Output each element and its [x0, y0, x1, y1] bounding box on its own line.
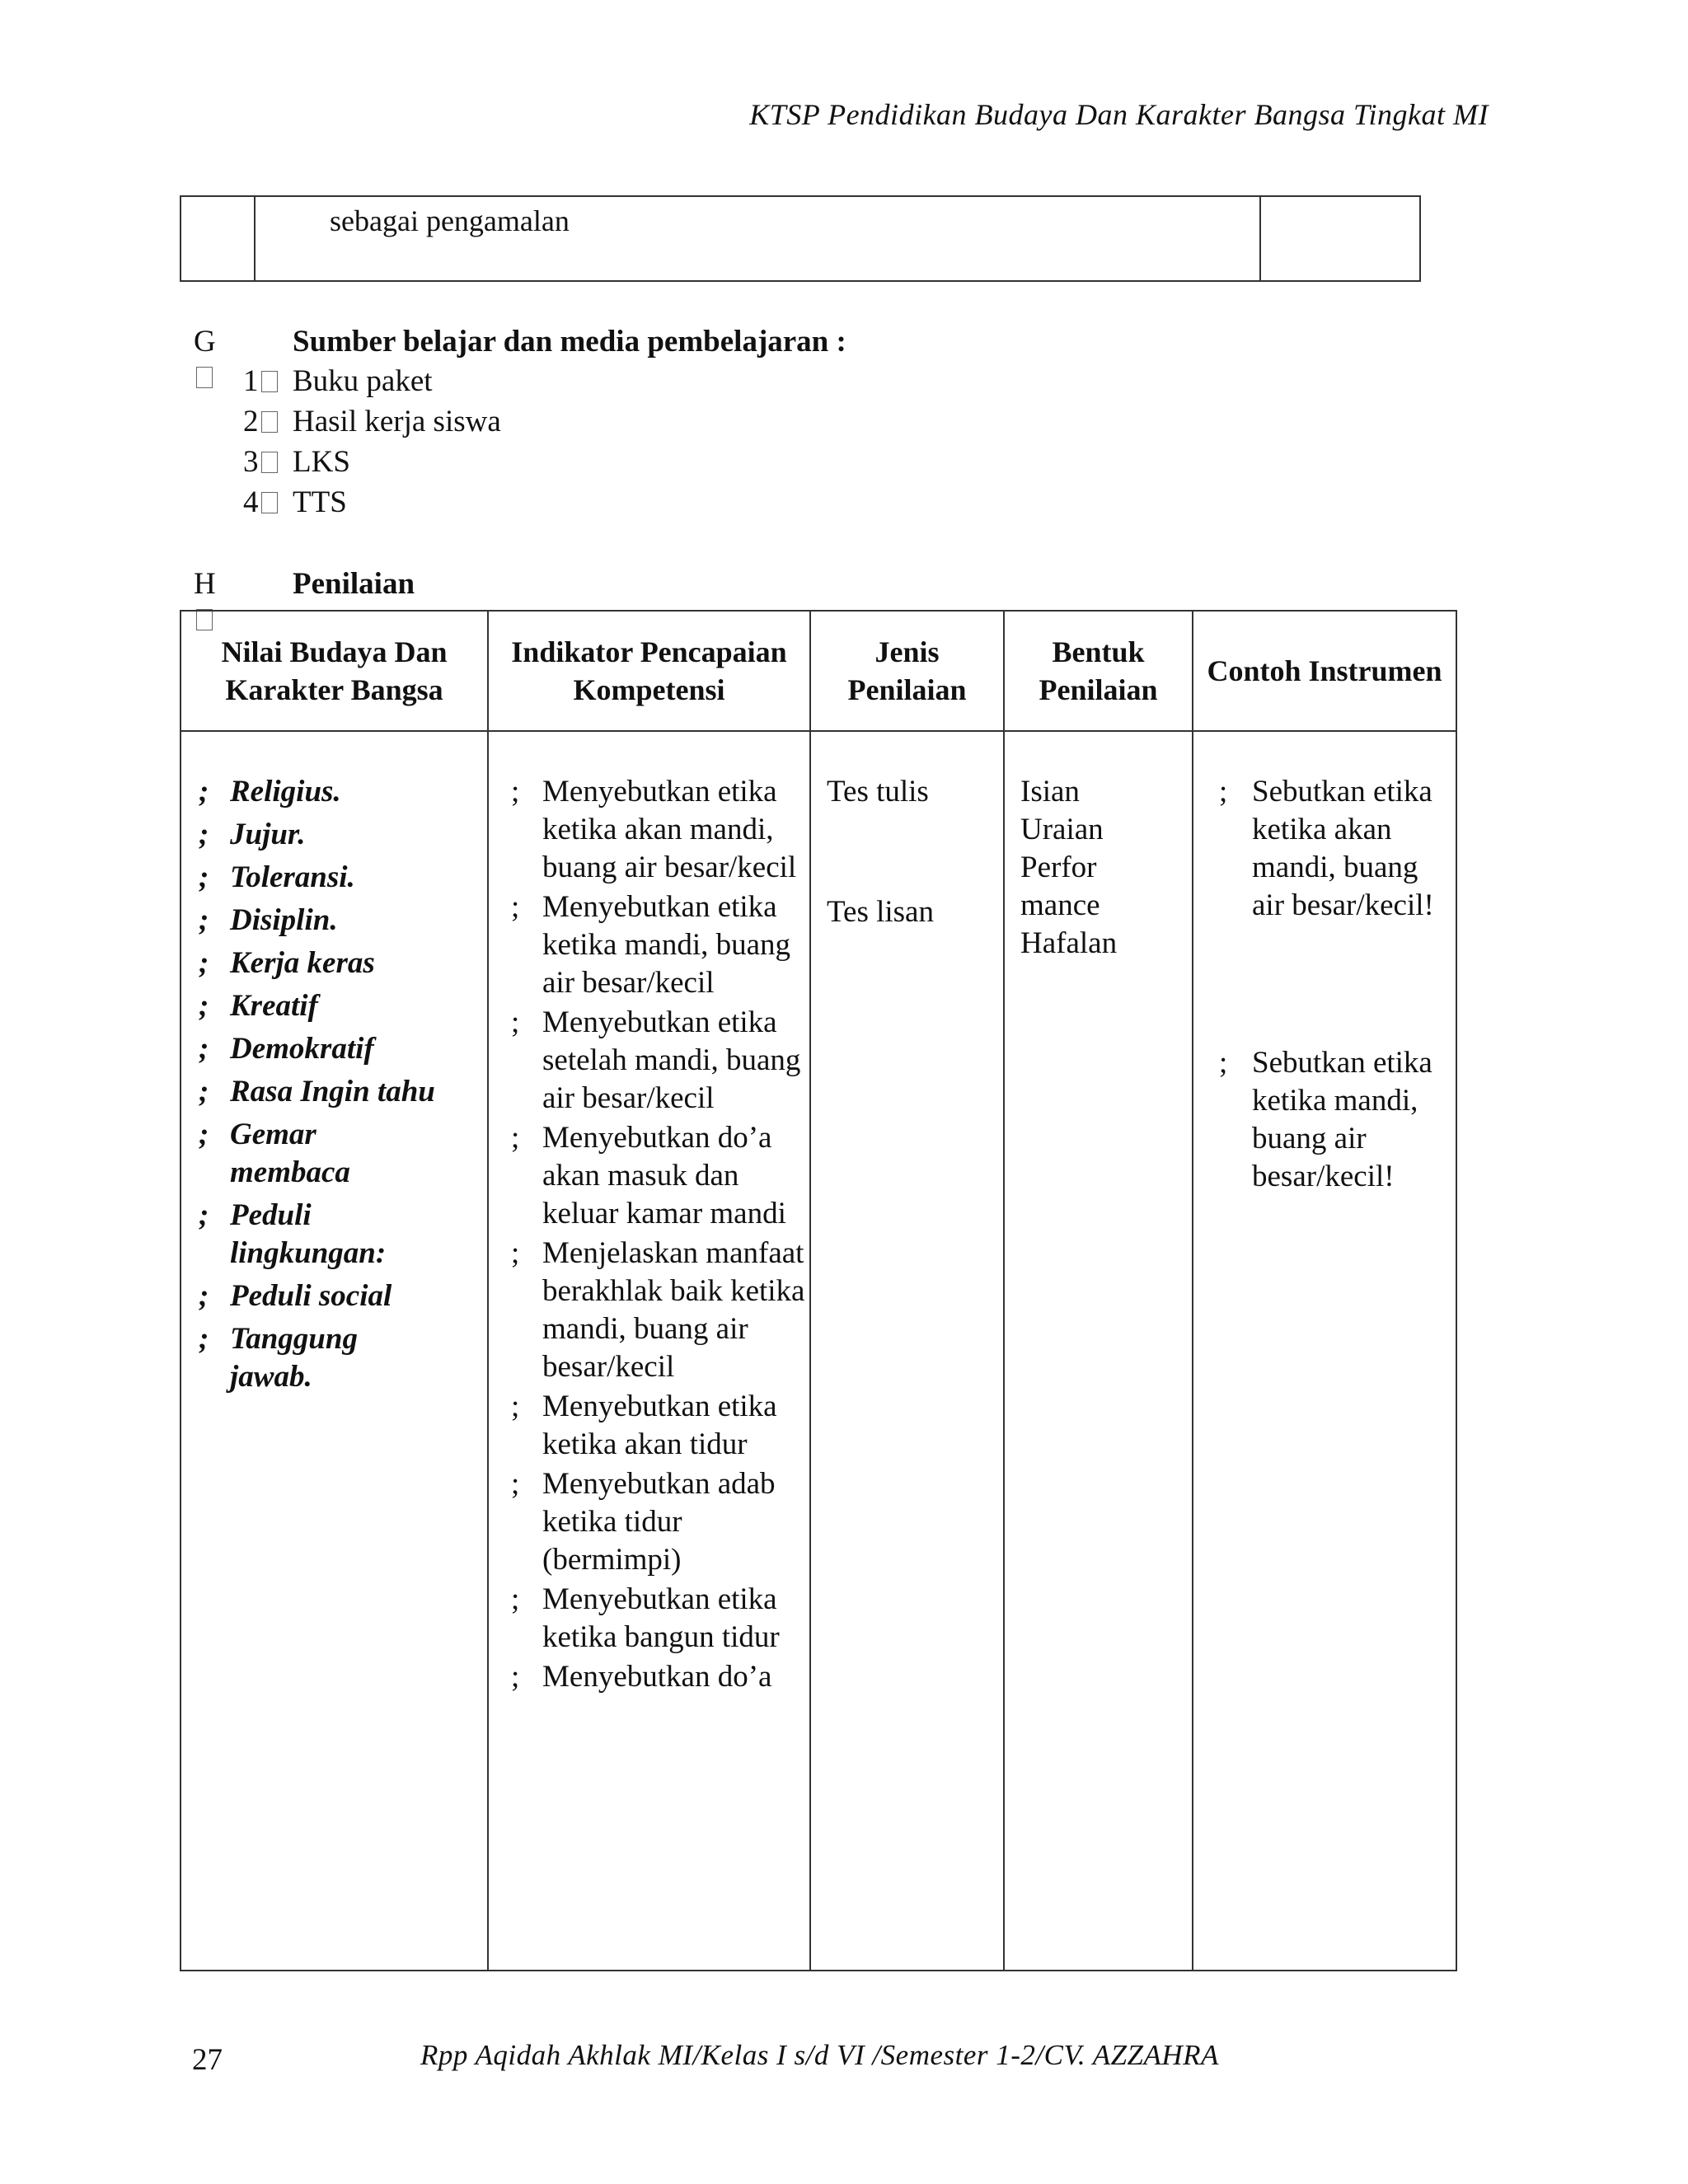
list-item: ; Tanggung jawab. [184, 1320, 378, 1396]
section-title: Sumber belajar dan media pembelajaran : [293, 325, 846, 359]
bentuk-item: Uraian [1020, 813, 1104, 846]
list-item: ; Menyebutkan etika ketika bangun tidur [496, 1581, 809, 1657]
list-item: ; Menyebutkan etika ketika akan tidur [496, 1388, 809, 1464]
header-indikator: Indikator Pencapaian Kompetensi [488, 611, 810, 731]
indikator-cell [488, 731, 810, 1971]
nilai-cell [181, 731, 488, 1971]
list-item: ; Menjelaskan manfaat berakhlak baik ketika mandi, buang air besar/kecil [496, 1235, 809, 1386]
continuation-cell-right [1260, 196, 1420, 281]
bentuk-cell [1004, 731, 1193, 1971]
continuation-table [180, 195, 1421, 282]
page-number: 27 [192, 2043, 223, 2077]
list-item: ; Kerja keras [184, 944, 486, 982]
list-item: ; Menyebutkan do’a [496, 1658, 809, 1696]
list-item: ; Peduli social [184, 1277, 486, 1315]
section-letter: H [194, 566, 216, 637]
jenis-cell [810, 731, 1004, 1971]
jenis-item: Tes lisan [827, 895, 934, 929]
list-item: ; Menyebutkan adab ketika tidur (bermimpi) [496, 1465, 809, 1579]
penilaian-table [180, 610, 1457, 1971]
continuation-cell-text: sebagai pengamalan [255, 196, 1260, 281]
section-title: Penilaian [293, 567, 415, 601]
list-item: ; Demokratif [184, 1030, 486, 1068]
list-item: ; Peduli lingkungan: [184, 1197, 403, 1272]
bentuk-item: Isian [1020, 775, 1080, 808]
list-item: ; Kreatif [184, 987, 486, 1025]
list-item: ; Menyebutkan etika ketika mandi, buang air besar/kecil [496, 888, 809, 1002]
list-item: ; Disiplin. [184, 902, 486, 940]
header-bentuk: Bentuk Penilaian [1004, 611, 1193, 731]
list-item: 2 Hasil kerja siswa [243, 405, 501, 438]
bentuk-item: Perfor [1020, 851, 1097, 884]
header-nilai: Nilai Budaya Dan Karakter Bangsa [181, 611, 488, 731]
running-footer: Rpp Aqidah Akhlak MI/Kelas I s/d VI /Semester 1-2/CV. AZZAHRA [420, 2039, 1219, 2071]
list-item: ; Jujur. [184, 816, 486, 854]
continuation-cell-left [181, 196, 255, 281]
list-item: ; Menyebutkan etika setelah mandi, buang air besar/kecil [496, 1004, 809, 1118]
list-item: ; Sebutkan etika ketika mandi, buang air besar/kecil! [1194, 1044, 1455, 1196]
bentuk-item: mance [1020, 888, 1100, 922]
list-item: ; Gemar membaca [184, 1116, 378, 1192]
bentuk-item: Hafalan [1020, 926, 1118, 960]
section-letter: G [194, 324, 216, 395]
list-item: 4 TTS [243, 485, 347, 519]
list-item: 1 Buku paket [243, 364, 433, 398]
running-header: KTSP Pendidikan Budaya Dan Karakter Bangsa Tingkat MI [749, 98, 1489, 131]
list-item: 3 LKS [243, 445, 350, 479]
header-contoh: Contoh Instrumen [1193, 611, 1456, 731]
list-item: ; Menyebutkan etika ketika akan mandi, buang air besar/kecil [496, 773, 809, 887]
list-item: ; Sebutkan etika ketika akan mandi, buang air besar/kecil! [1194, 773, 1455, 925]
header-jenis: Jenis Penilaian [810, 611, 1004, 731]
list-item: ; Religius. [184, 773, 486, 811]
list-item: ; Rasa Ingin tahu [184, 1073, 486, 1111]
contoh-cell [1193, 731, 1456, 1971]
list-item: ; Menyebutkan do’a akan masuk dan keluar kamar mandi [496, 1119, 809, 1233]
list-item: ; Toleransi. [184, 859, 486, 897]
jenis-item: Tes tulis [827, 775, 929, 808]
